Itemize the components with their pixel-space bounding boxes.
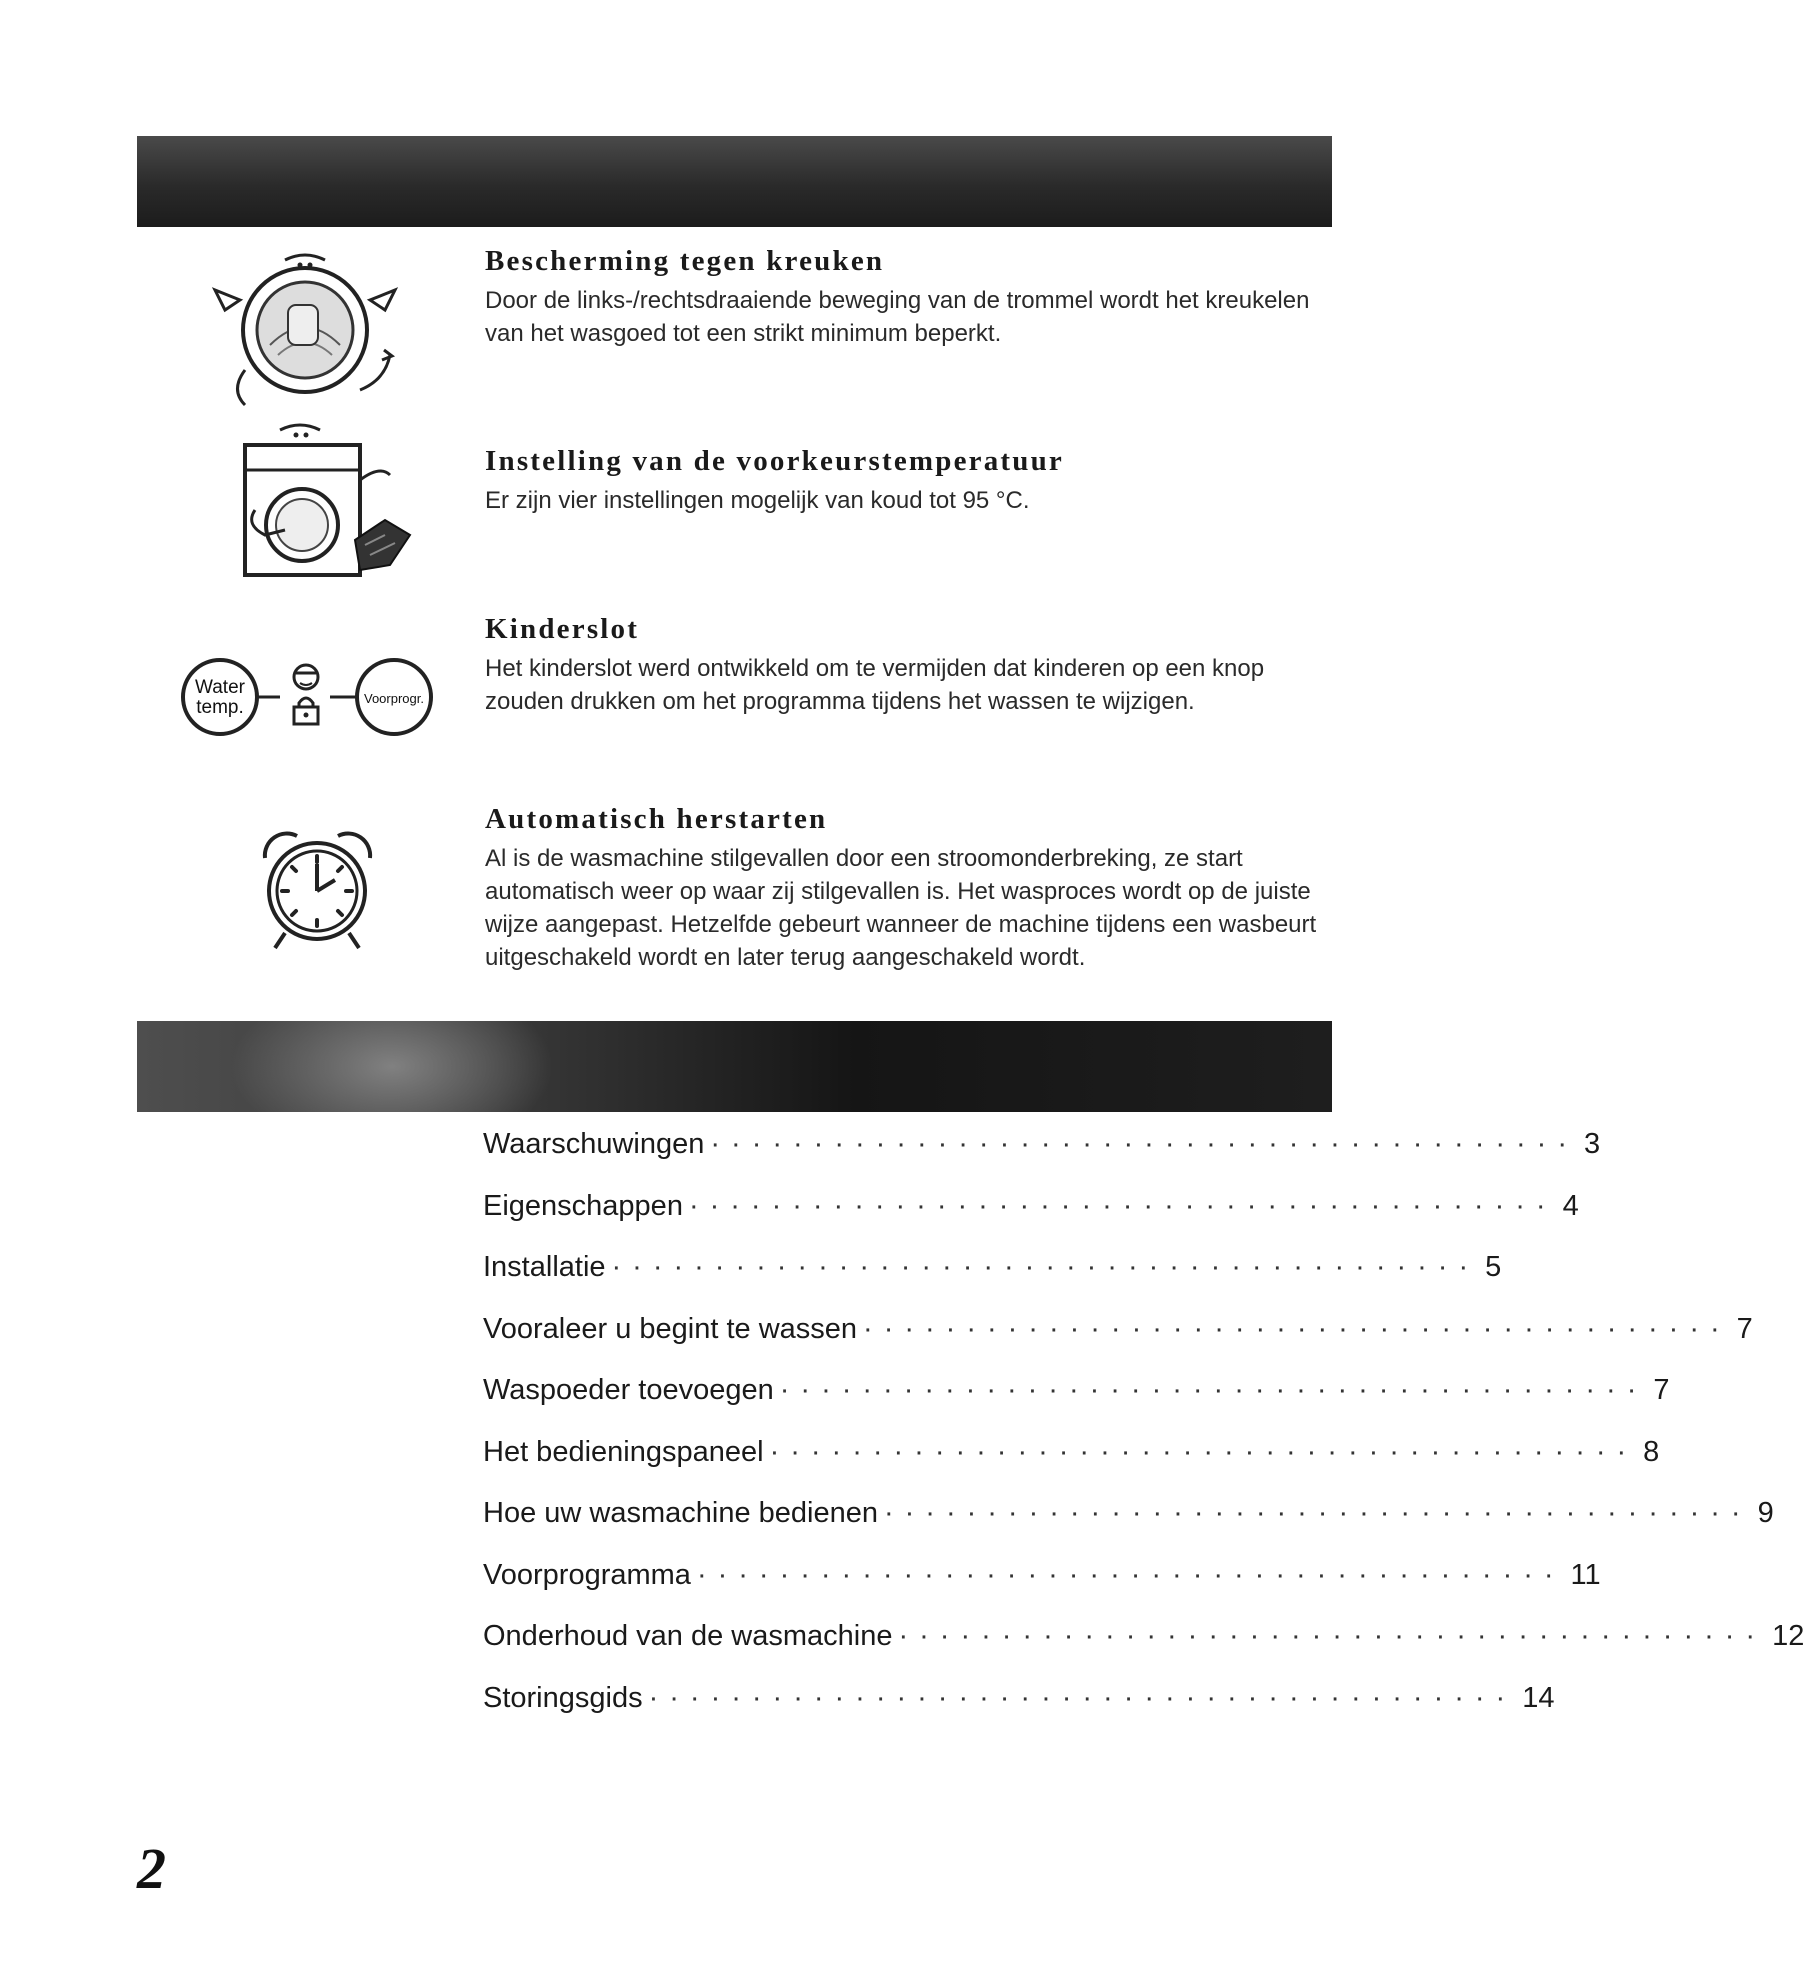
toc-entry[interactable] <box>483 1128 1601 1190</box>
toc-label: Vooraleer u begint te wassen <box>483 1312 858 1345</box>
toc-leader-dots: ·········································· <box>779 1374 1648 1406</box>
toc-leader-dots: ·········································· <box>648 1681 1517 1714</box>
toc-leader-dots: ·········································· <box>898 1620 1767 1652</box>
feature-child-lock <box>485 613 1325 718</box>
toc-leader-dots: ·········································· <box>688 1189 1557 1222</box>
toc-leader-dots: ·········································· <box>769 1435 1638 1468</box>
header-band-top <box>137 136 1332 227</box>
feature-text: Er zijn vier instellingen mogelijk van koud tot 95 °C. <box>485 487 1030 514</box>
water-temp-label-line1: Water <box>195 677 245 698</box>
toc-entry[interactable] <box>483 1620 1804 1682</box>
feature-text: Al is de wasmachine stilgevallen door een stroomonderbreking, ze start automatisch weer op waar zij stilgevallen is. Het wasproces wordt op de juiste wijze aangepast. Hetzelfde gebeurt wanneer de machine tijdens een wasbeurt uitgeschakeld wordt en later terug aangeschakeld wordt. <box>485 845 1317 971</box>
toc-label: Hoe uw wasmachine bedienen <box>483 1497 878 1529</box>
toc-leader-dots: ·········································· <box>696 1558 1565 1591</box>
toc-leader-dots: ·········································· <box>863 1312 1731 1345</box>
feature-title: Kinderslot <box>485 613 640 645</box>
feature-title: Instelling van de voorkeurstemperatuur <box>485 445 1065 477</box>
toc-page-number: 9 <box>1757 1497 1774 1529</box>
toc-entry[interactable] <box>483 1374 1670 1436</box>
water-temp-label-line2: temp. <box>196 697 244 718</box>
toc-page-number: 12 <box>1772 1620 1804 1652</box>
feature-wrinkle-protection <box>485 245 1325 350</box>
toc-label: Eigenschappen <box>483 1189 683 1222</box>
toc-label: Waspoeder toevoegen <box>483 1374 774 1406</box>
feature-text: Door de links-/rechtsdraaiende beweging van de trommel wordt het kreukelen van het wasgoed tot een strikt minimum beperkt. <box>485 287 1310 347</box>
toc-label: Onderhoud van de wasmachine <box>483 1620 893 1652</box>
toc-entry[interactable] <box>483 1251 1502 1313</box>
toc-entry[interactable] <box>483 1681 1555 1744</box>
toc-entry[interactable] <box>483 1558 1601 1621</box>
child-lock-icon <box>178 655 438 745</box>
toc-entry[interactable] <box>483 1312 1753 1375</box>
page-number: 2 <box>137 1836 166 1901</box>
toc-page-number: 3 <box>1583 1128 1601 1160</box>
toc-entry[interactable] <box>483 1435 1660 1498</box>
toc-page-number: 5 <box>1485 1251 1502 1283</box>
table-of-contents <box>483 1128 1804 1743</box>
toc-entry[interactable] <box>483 1189 1579 1252</box>
drum-rotation-icon <box>200 250 415 410</box>
feature-text: Het kinderslot werd ontwikkeld om te vermijden dat kinderen op een knop zouden drukken om het programma tijdens het wassen te wijzigen. <box>485 655 1265 715</box>
preprogram-label: Voorprogr. <box>364 691 424 706</box>
feature-temperature-setting <box>485 445 1325 517</box>
toc-label: Het bedieningspaneel <box>483 1435 764 1468</box>
toc-leader-dots: ·········································· <box>611 1251 1480 1283</box>
toc-leader-dots: ·········································· <box>710 1128 1578 1160</box>
toc-label: Installatie <box>483 1251 606 1283</box>
toc-page-number: 8 <box>1643 1435 1660 1468</box>
feature-auto-restart <box>485 803 1325 974</box>
toc-page-number: 14 <box>1522 1681 1555 1714</box>
toc-page-number: 7 <box>1653 1374 1670 1406</box>
toc-label: Waarschuwingen <box>483 1128 705 1160</box>
toc-entry[interactable] <box>483 1497 1774 1559</box>
feature-title: Bescherming tegen kreuken <box>485 245 885 277</box>
toc-label: Storingsgids <box>483 1681 643 1714</box>
toc-page-number: 4 <box>1562 1189 1579 1222</box>
feature-title: Automatisch herstarten <box>485 803 828 835</box>
toc-page-number: 11 <box>1570 1558 1601 1591</box>
alarm-clock-icon <box>255 828 380 953</box>
header-band-bottom <box>137 1021 1332 1112</box>
toc-leader-dots: ·········································· <box>883 1497 1752 1529</box>
washing-machine-icon <box>230 420 420 590</box>
toc-label: Voorprogramma <box>483 1558 691 1591</box>
toc-page-number: 7 <box>1736 1312 1753 1345</box>
